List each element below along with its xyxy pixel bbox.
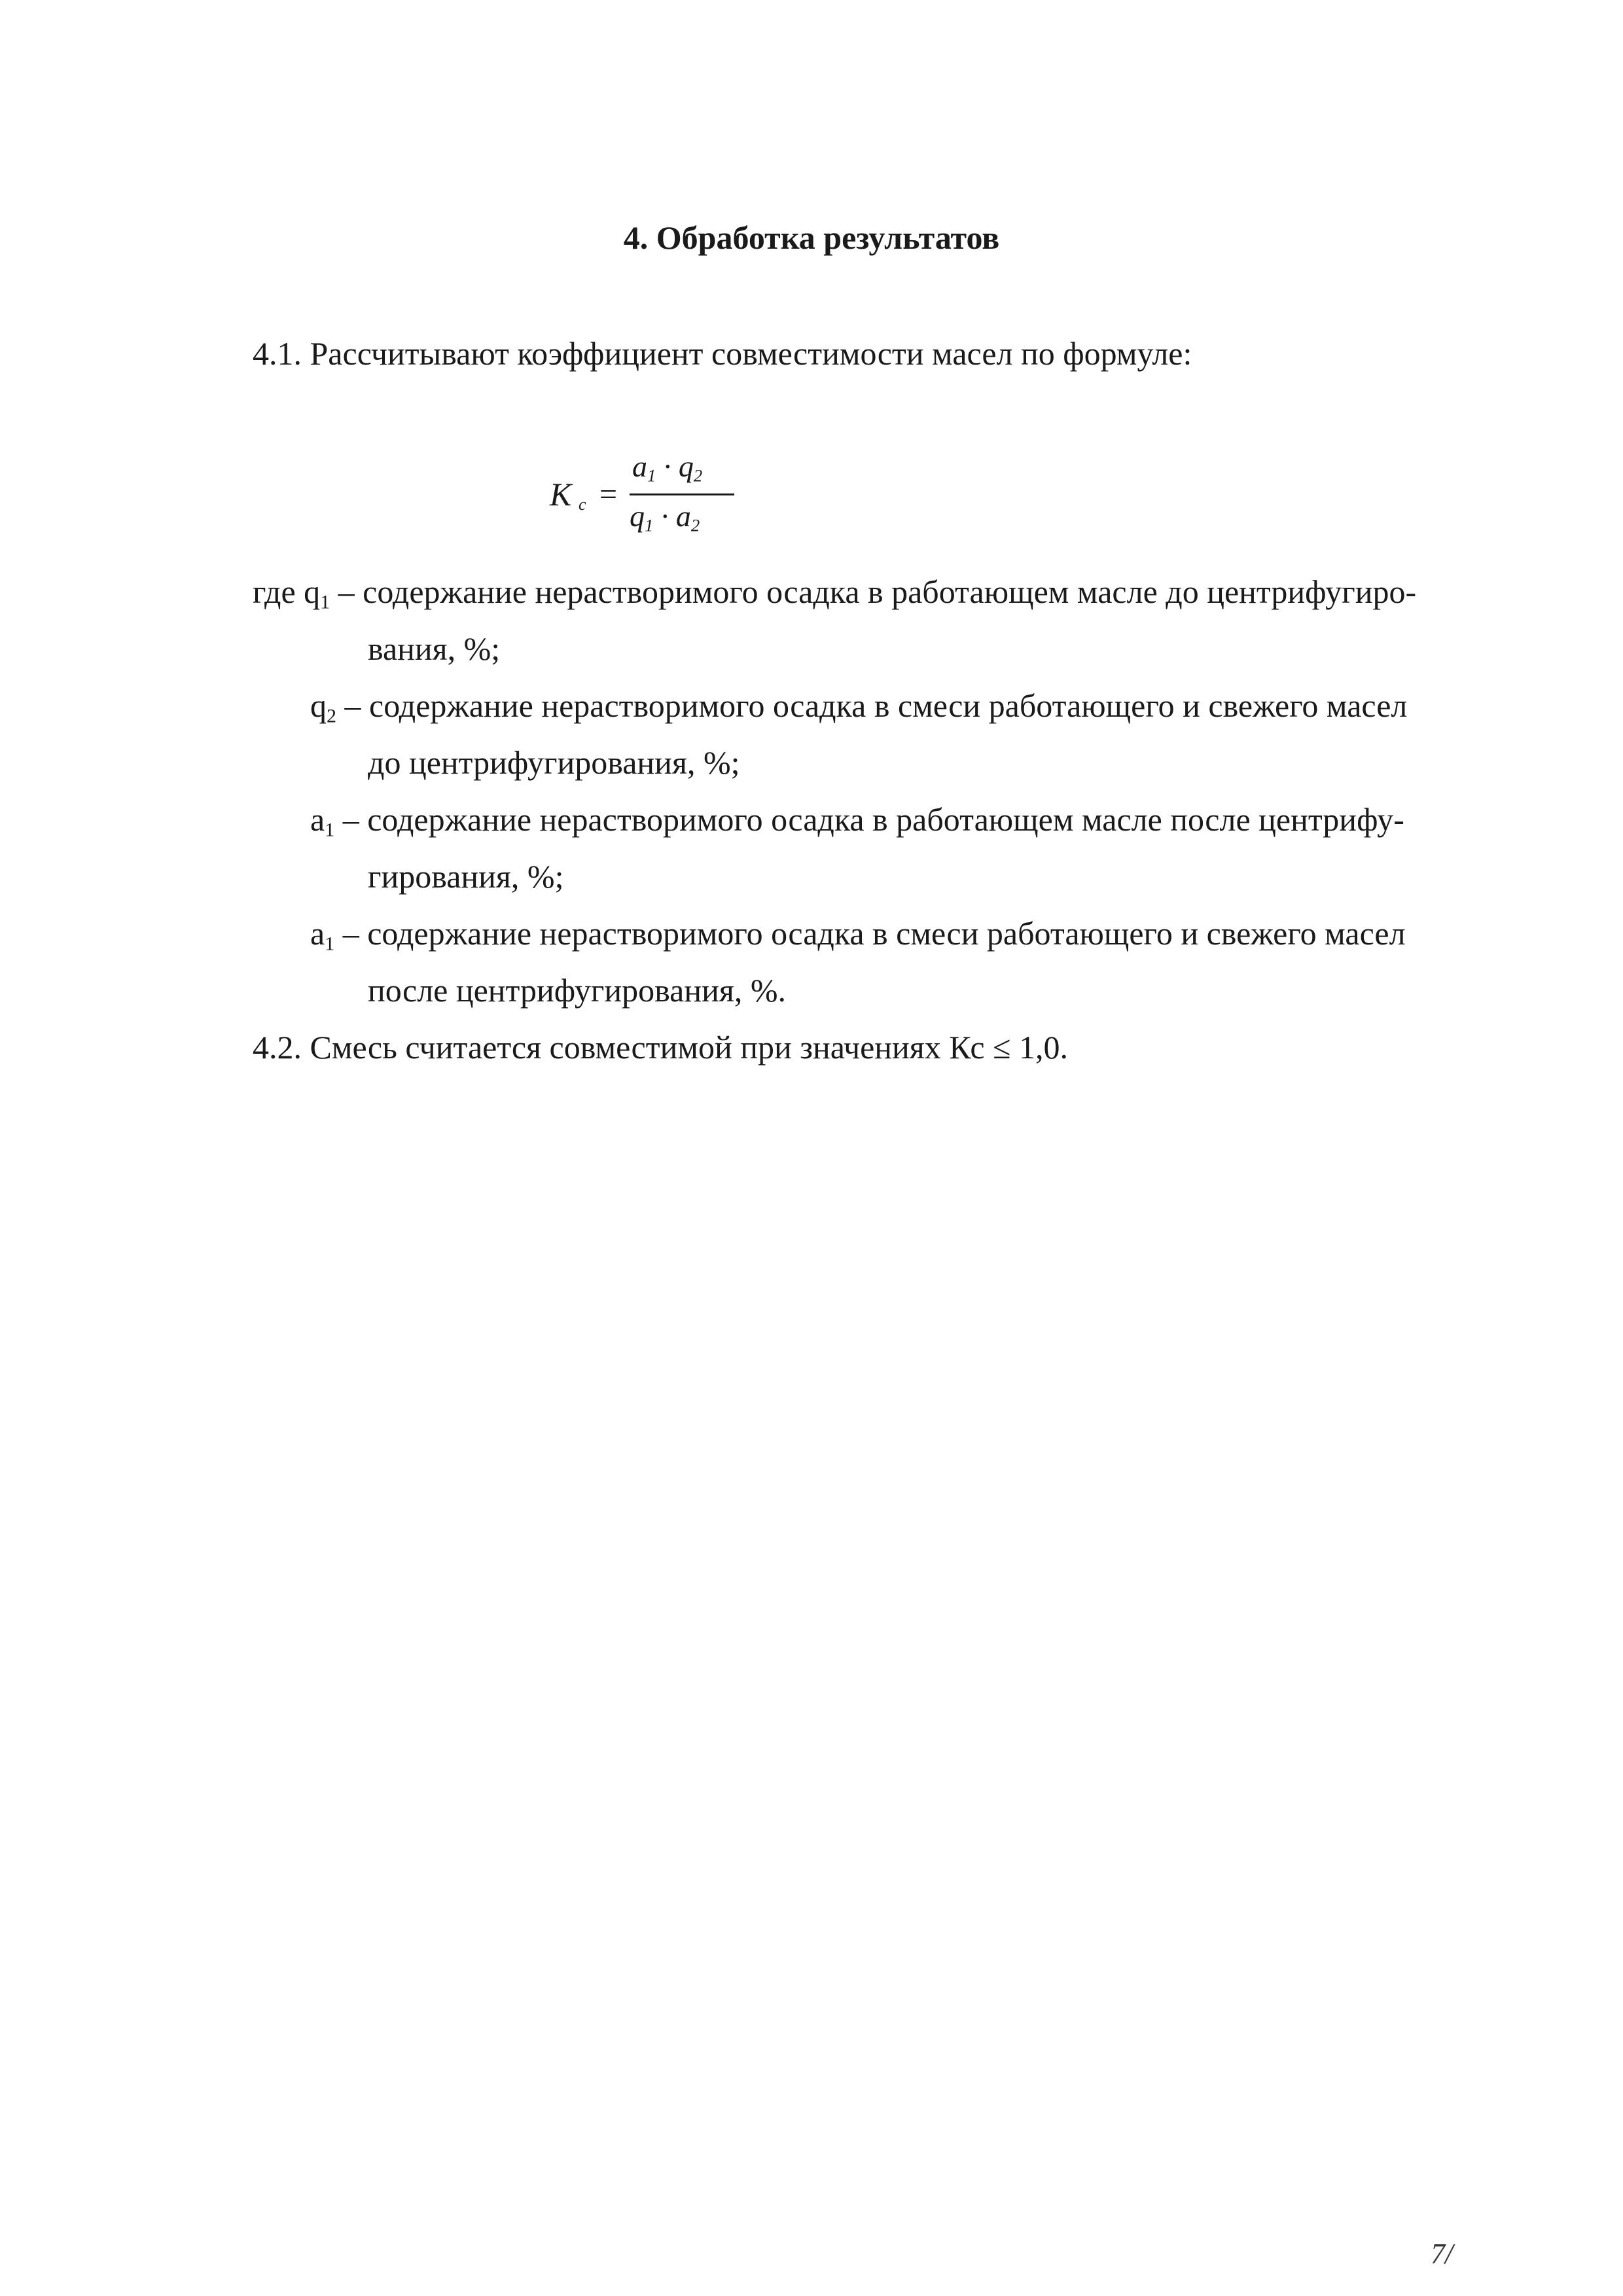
formula-fraction-bar: [630, 493, 734, 495]
section-title: 4. Обработка результатов: [623, 219, 1000, 256]
definition-q1-line1: где $q_1$ – содержание нерастворимого осадка в работающем масле до центрифугиро-: [253, 573, 1417, 613]
definition-a1-line1: $a_1$ – содержание нерастворимого осадка в работающем масле после центрифу-: [310, 801, 1404, 841]
formula-equals: =: [599, 477, 618, 512]
formula-lhs-subscript: c: [579, 495, 586, 514]
definition-q1-line2: вания, %;: [368, 630, 501, 667]
formula-numerator: $a_1 \cdot q_2$: [632, 450, 703, 486]
paragraph-4-2: 4.2. Смесь считается совместимой при значениях Кс ≤ 1,0.: [253, 1029, 1069, 1066]
paragraph-4-1: 4.1. Рассчитывают коэффициент совместимости масел по формуле:: [253, 335, 1192, 372]
page-number-mark: 7/: [1431, 2238, 1454, 2270]
formula-denominator: $q_1 \cdot a_2$: [630, 499, 700, 535]
definition-q2-line1: $q_2$ – содержание нерастворимого осадка в смеси работающего и свежего масел: [310, 687, 1408, 727]
definition-a2-line2: после центрифугирования, %.: [368, 972, 786, 1009]
formula-lhs: K: [550, 476, 572, 512]
definition-a2-line1: $a_1$ – содержание нерастворимого осадка в смеси работающего и свежего масел: [310, 915, 1406, 955]
compatibility-formula: [550, 452, 733, 550]
definition-a1-line2: гирования, %;: [368, 858, 564, 895]
definition-q2-line2: до центрифугирования, %;: [368, 744, 740, 781]
